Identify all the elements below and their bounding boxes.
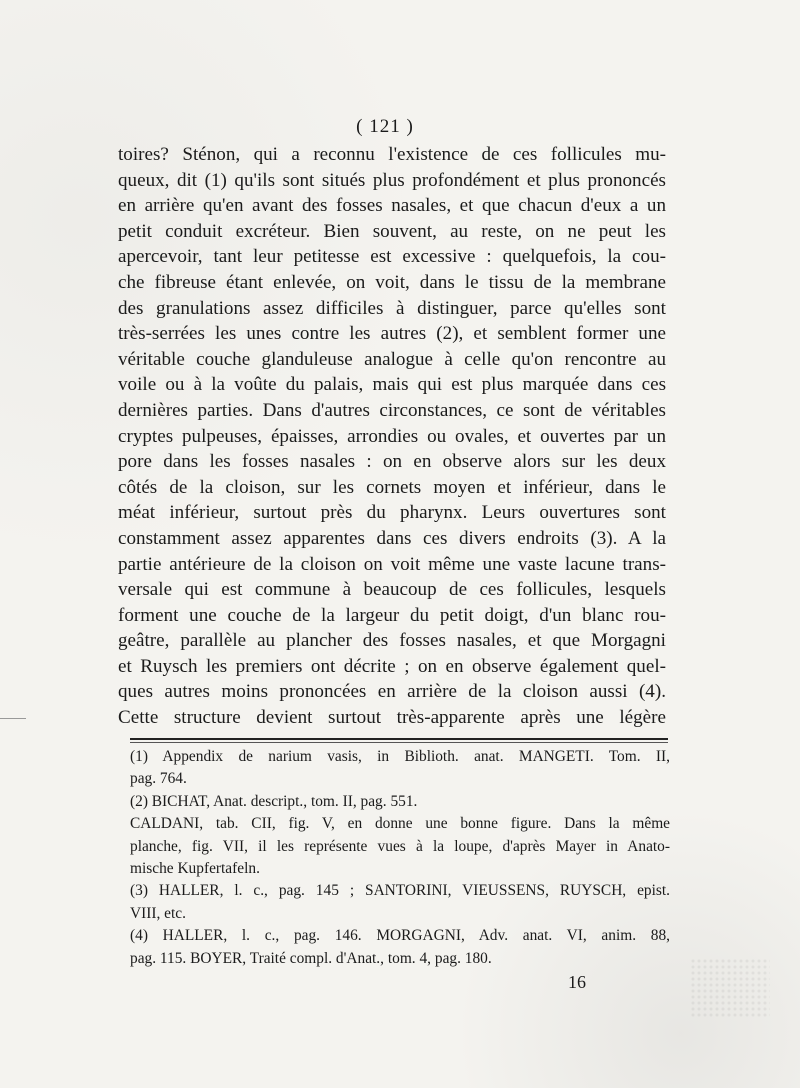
body-line: dernières parties. Dans d'autres circonstances, ce sont de véritables [118,399,666,421]
body-line: très-serrées les unes contre les autres (2), et semblent former une [118,323,666,345]
body-line: petit conduit excréteur. Bien souvent, au reste, on ne peut les [118,220,666,242]
footnote-line: (4) HALLER, l. c., pag. 146. MORGAGNI, Adv. anat. VI, anim. 88, [130,927,670,945]
body-line: cryptes pulpeuses, épaisses, arrondies ou ovales, et ouvertes par un [118,425,666,447]
footnote-line: CALDANI, tab. CII, fig. V, en donne une bonne figure. Dans la même [130,815,670,833]
paper-speckle [690,958,770,1018]
footnote-line: planche, fig. VII, il les représente vues à la loupe, d'après Mayer in Anato- [130,837,670,855]
body-line: constamment assez apparentes dans ces divers endroits (3). A la [118,527,666,549]
body-line: forment une couche de la largeur du petit doigt, d'un blanc rou- [118,604,666,626]
body-line: partie antérieure de la cloison on voit même une vaste lacune trans- [118,553,666,575]
body-line: geâtre, parallèle au plancher des fosses nasales, et que Morgagni [118,630,666,652]
signature-mark: 16 [568,972,586,992]
footnote-line: (1) Appendix de narium vasis, in Biblioth. anat. MANGETI. Tom. II, [130,748,670,765]
body-line: méat inférieur, surtout près du pharynx. Leurs ouvertures sont [118,502,666,524]
body-line: des granulations assez difficiles à distinguer, parce qu'elles sont [118,297,666,319]
footnote-separator [130,738,668,740]
body-line: côtés de la cloison, sur les cornets moyen et inférieur, dans le [118,476,666,498]
body-line: pore dans les fosses nasales : on en observe alors sur les deux [118,451,666,473]
body-line: apercevoir, tant leur petitesse est excessive : quelquefois, la cou- [118,246,666,268]
body-text [118,142,666,731]
body-line: queux, dit (1) qu'ils sont situés plus profondément et plus prononcés [118,169,666,191]
footnotes [130,746,670,970]
footnote-line: (2) BICHAT, Anat. descript., tom. II, pag. 551. [130,792,418,810]
margin-mark [0,718,26,719]
footnote-line: mische Kupfertafeln. [130,859,260,877]
footnote-line: pag. 764. [130,770,187,788]
body-line: véritable couche glanduleuse analogue à celle qu'on rencontre au [118,348,666,370]
body-line: che fibreuse étant enlevée, on voit, dans le tissu de la membrane [118,271,666,293]
body-line: ques autres moins prononcées en arrière de la cloison aussi (4). [118,681,666,703]
body-line: versale qui est commune à beaucoup de ces follicules, lesquels [118,579,666,601]
body-line: Cette structure devient surtout très-apparente après une légère [118,707,666,729]
body-line: voile ou à la voûte du palais, mais qui est plus marquée dans ces [118,374,666,396]
body-line: en arrière qu'en avant des fosses nasales, et que chacun d'eux a un [118,195,666,217]
page-number: ( 121 ) [356,116,414,137]
footnote-separator-thin [130,742,668,743]
footnote-line: pag. 115. BOYER, Traité compl. d'Anat., tom. 4, pag. 180. [130,949,492,967]
footnote-line: (3) HALLER, l. c., pag. 145 ; SANTORINI, VIEUSSENS, RUYSCH, epist. [130,882,670,900]
body-line: et Ruysch les premiers ont décrite ; on en observe également quel- [118,655,666,677]
body-line: toires? Sténon, qui a reconnu l'existence de ces follicules mu- [118,144,666,165]
footnote-line: VIII, etc. [130,904,186,922]
